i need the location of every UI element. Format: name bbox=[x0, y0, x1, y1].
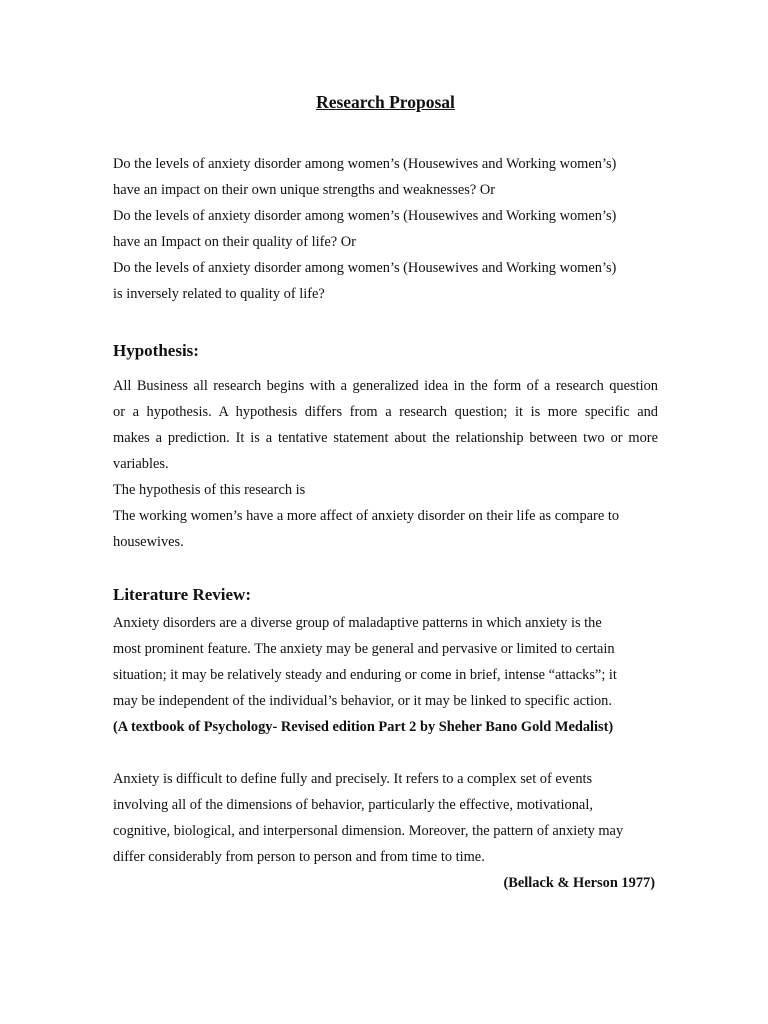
hypothesis-line: The hypothesis of this research is bbox=[113, 482, 306, 498]
research-question-line: Do the levels of anxiety disorder among women’s (Housewives and Working women’s) bbox=[113, 260, 617, 276]
citation-bellack-herson: (Bellack & Herson 1977) bbox=[503, 875, 655, 891]
citation-textbook: (A textbook of Psychology- Revised edition Part 2 by Sheher Bano Gold Medalist) bbox=[113, 719, 614, 735]
literature-review-heading: Literature Review: bbox=[113, 585, 251, 604]
literature-line: situation; it may be relatively steady and enduring or come in brief, intense “attacks”; it bbox=[113, 667, 617, 683]
hypothesis-line: variables. bbox=[113, 456, 169, 472]
literature-line: involving all of the dimensions of behavior, particularly the effective, motivational, bbox=[113, 797, 593, 813]
hypothesis-line: The working women’s have a more affect of anxiety disorder on their life as compare to bbox=[113, 508, 620, 524]
research-question-line: have an impact on their own unique strengths and weaknesses? Or bbox=[113, 182, 496, 198]
research-question-line: have an Impact on their quality of life? Or bbox=[113, 234, 356, 250]
literature-line: Anxiety disorders are a diverse group of maladaptive patterns in which anxiety is the bbox=[113, 615, 602, 631]
literature-line: differ considerably from person to person and from time to time. bbox=[113, 849, 485, 865]
research-question-line: is inversely related to quality of life? bbox=[113, 286, 325, 302]
literature-line: Anxiety is difficult to define fully and precisely. It refers to a complex set of events bbox=[113, 771, 593, 787]
research-question-line: Do the levels of anxiety disorder among women’s (Housewives and Working women’s) bbox=[113, 156, 617, 172]
hypothesis-heading: Hypothesis: bbox=[113, 341, 199, 360]
literature-line: may be independent of the individual’s behavior, or it may be linked to specific action. bbox=[113, 693, 612, 709]
document-title: Research Proposal bbox=[316, 92, 455, 112]
hypothesis-line: or a hypothesis. A hypothesis differs from a research question; it is more specific and bbox=[113, 404, 658, 420]
literature-line: cognitive, biological, and interpersonal dimension. Moreover, the pattern of anxiety may bbox=[113, 823, 624, 839]
hypothesis-line: All Business all research begins with a generalized idea in the form of a research question bbox=[113, 378, 658, 394]
research-question-line: Do the levels of anxiety disorder among women’s (Housewives and Working women’s) bbox=[113, 208, 617, 224]
hypothesis-line: makes a prediction. It is a tentative statement about the relationship between two or more bbox=[113, 430, 658, 446]
literature-line: most prominent feature. The anxiety may be general and pervasive or limited to certain bbox=[113, 641, 615, 657]
hypothesis-line: housewives. bbox=[113, 534, 184, 550]
